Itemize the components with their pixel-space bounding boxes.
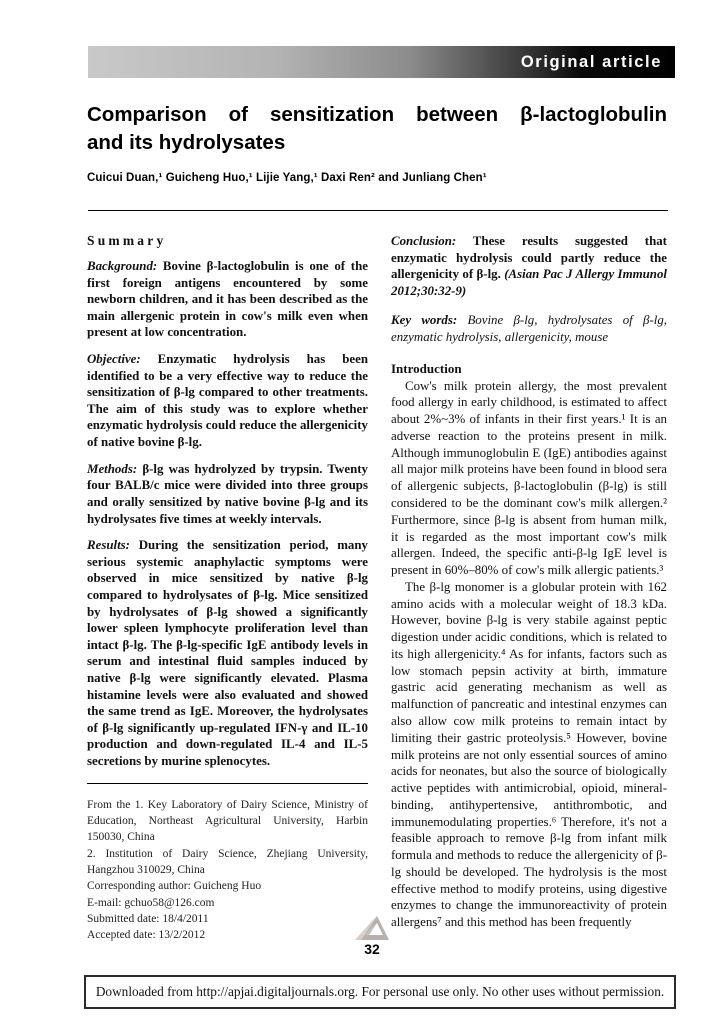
page-number: 32 <box>364 941 380 957</box>
footnote-divider <box>87 783 368 784</box>
conclusion-paragraph <box>391 233 667 299</box>
conclusion-text: These results suggested that enzymatic hydrolysis could partly reduce the allergenicity of β-lg. <box>391 234 667 282</box>
conclusion-label: Conclusion: <box>391 234 457 248</box>
background-text: Bovine β-lactoglobulin is one of the first foreign antigens encountered by some newborn children, and it has been described as the main allergenic protein in cow's milk even when present at low concentration. <box>87 259 368 340</box>
results-text: During the sensitization period, many serious systemic anaphylactic symptoms were observed in mice sensitized by native β-lg compared to hydrolysates of β-lg. Mice sensitized by hydrolysates of β-lg showed a significantly lower spleen lymphocyte proliferation level than intact β-lg. The β-lg-specific IgE antibody levels in serum and intestinal fluid samples induced by native β-lg were significantly elevated. Plasma histamine levels were also evaluated and showed the same trend as IgE. Moreover, the hydrolysates of β-lg significantly up-regulated IFN-γ and IL-10 production and down-regulated IL-4 and IL-5 secretions by murine splenocytes. <box>87 538 368 769</box>
keywords-label: Key words: <box>391 313 458 328</box>
journal-citation: (Asian Pac J Allergy Immunol 2012;30:32-9) <box>391 267 667 298</box>
authors-line: Cuicui Duan,¹ Guicheng Huo,¹ Lijie Yang,¹ Daxi Ren² and Junliang Chen¹ <box>87 172 487 184</box>
right-column <box>391 233 667 931</box>
article-title <box>87 101 667 158</box>
summary-objective-paragraph <box>87 351 368 451</box>
summary-methods-paragraph <box>87 461 368 527</box>
download-notice-text: Downloaded from http://apjai.digitaljournals.org. For personal use only. No other uses without permission. <box>95 984 665 999</box>
objective-text: Enzymatic hydrolysis has been identified to be a very effective way to reduce the sensitization of β-lg compared to other treatments. The aim of this study was to explore whether enzymatic hydrolysis could reduce the allergenicity of native bovine β-lg. <box>87 352 368 450</box>
header-divider <box>88 210 668 211</box>
summary-heading: Summary <box>87 233 167 248</box>
summary-background-paragraph <box>87 258 368 341</box>
results-label: Results: <box>87 538 130 553</box>
background-label: Background: <box>87 259 158 273</box>
keywords-text: Bovine β-lg, hydrolysates of β-lg, enzymatic hydrolysis, allergenicity, mouse <box>391 313 667 345</box>
methods-label: Methods: <box>87 461 138 476</box>
summary-results-paragraph <box>87 537 368 770</box>
accepted-date: Accepted date: 13/2/2012 <box>87 929 206 942</box>
objective-label: Objective: <box>87 352 141 367</box>
submitted-date: Submitted date: 18/4/2011 <box>87 912 209 925</box>
article-type-label: Original article <box>520 52 662 71</box>
email-line: E-mail: gchuo58@126.com <box>87 896 215 909</box>
introduction-paragraph-1: Cow's milk protein allergy, the most prevalent food allergy in early childhood, is estimated to affect about 2%~3% of infants in their first years.¹ It is an adverse reaction to the proteins present in milk. Although immunoglobulin E (IgE) antibodies against all major milk proteins have been found in blood sera of allergenic subjects, β-lactoglobulin (β-lg) is still considered to be the dominant cow's milk allergen.² Furthermore, since β-lg is absent from human milk, it is regarded as the most important cow's milk allergen. Indeed, the specific anti-β-lg IgE level is present in 60%–80% of cow's milk allergic patients.³ <box>391 378 668 578</box>
article-body <box>87 233 667 944</box>
affiliations-footnote <box>87 797 368 944</box>
introduction-paragraph-2: The β-lg monomer is a globular protein with 162 amino acids with a molecular weight of 18.3 kDa. However, bovine β-lg is very stabile against peptic digestion under acidic conditions, which is related to its high allergenicity.⁴ As for infants, factors such as low stomach pepsin activity at birth, immature gastric acid generating mechanism as well as malfunction of pancreatic and intestinal enzymes can also allow cow milk proteins to remain intact by limiting their gastric proteolysis.⁵ However, bovine milk proteins are not only essential sources of amino acids for neonates, but also the source of biologically active peptides with antimicrobial, opioid, mineral-binding, antihypertensive, antithrombotic, and immunemodulating properties.⁶ Therefore, it's not a feasible approach to remove β-lg from infant milk formula and methods to reduce the allergenicity of β-lg should be developed. The hydrolysis is the most effective method to modify proteins, using digestive enzymes to change the immunoreactivity of protein allergens⁷ and this method has been frequently <box>391 579 667 930</box>
article-title-line2: and its hydrolysates <box>87 131 286 155</box>
download-notice-box <box>84 975 676 1009</box>
affiliation-2: 2. Institution of Dairy Science, Zhejiang University, Hangzhou 310029, China <box>87 847 368 876</box>
journal-logo-icon <box>353 914 391 942</box>
introduction-heading: Introduction <box>391 360 462 376</box>
article-type-banner <box>88 46 675 78</box>
methods-text: β-lg was hydrolyzed by trypsin. Twenty four BALB/c mice were divided into three groups and orally sensitized by native bovine β-lg and its hydrolysates five times at weekly intervals. <box>87 461 368 526</box>
article-title-line1: Comparison of sensitization between β-lactoglobulin <box>87 103 667 126</box>
left-column <box>87 233 368 944</box>
affiliation-1: From the 1. Key Laboratory of Dairy Science, Ministry of Education, Northeast Agricultural University, Harbin 150030, China <box>87 798 368 844</box>
corresponding-author: Corresponding author: Guicheng Huo <box>87 880 262 893</box>
keywords-paragraph <box>391 312 667 345</box>
